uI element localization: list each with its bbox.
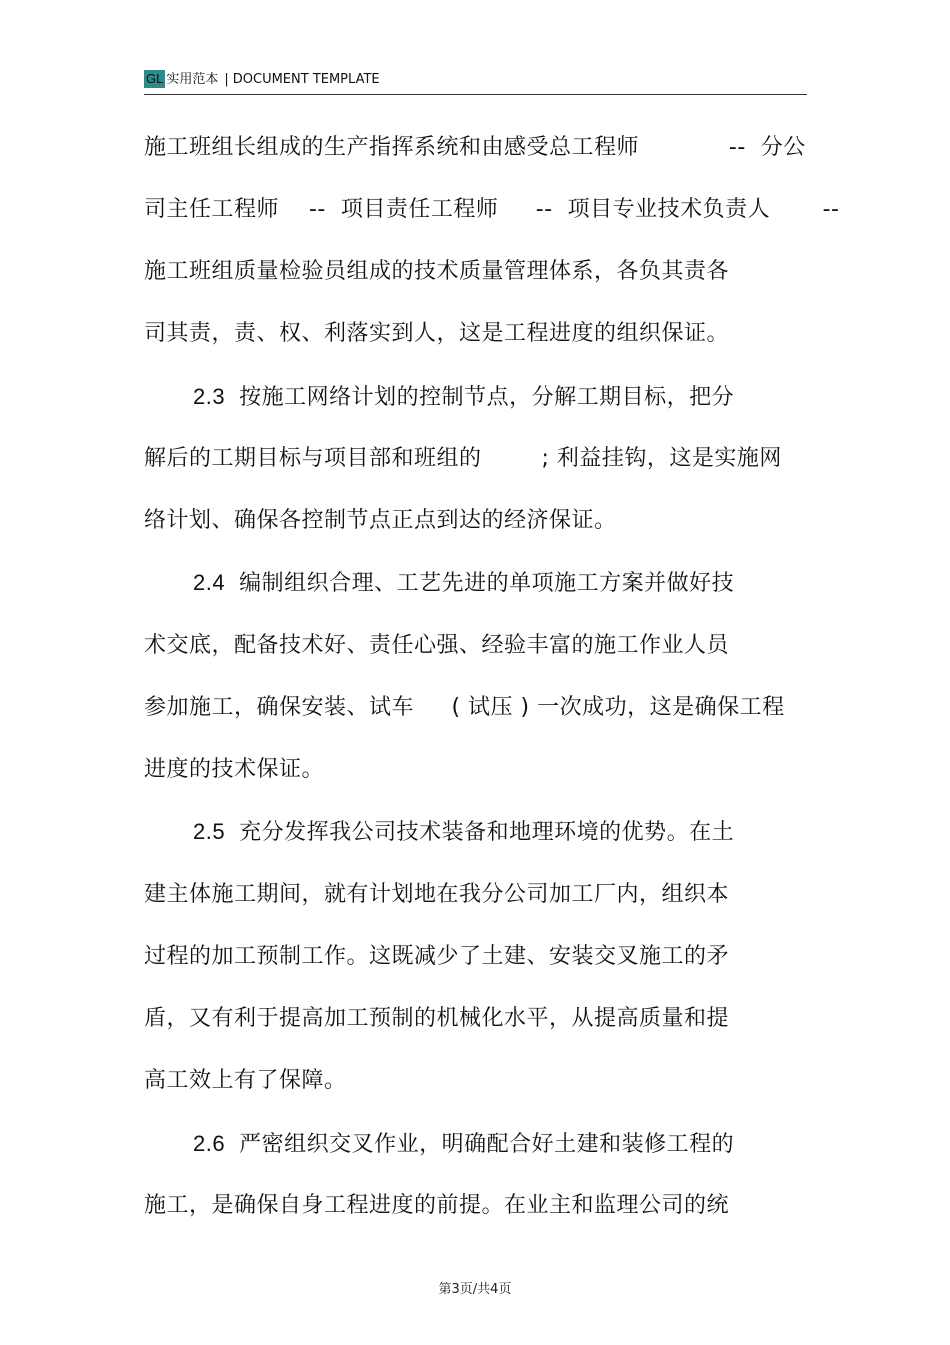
section-text: 按施工网络计划的控制节点，分解工期目标，把分 — [239, 385, 735, 410]
body-line: 进度的技术保证。 — [144, 757, 325, 782]
body-line: 络计划、确保各控制节点正点到达的经济保证。 — [144, 508, 617, 533]
body-line: 司其责，责、权、利落实到人，这是工程进度的组织保证。 — [144, 321, 730, 346]
body-line: 施工班组质量检验员组成的技术质量管理体系，各负其责各 — [144, 259, 730, 284]
section-text: 编制组织合理、工艺先进的单项施工方案并做好技 — [239, 571, 735, 596]
page-number: 第3页/共4页 — [438, 1282, 512, 1297]
body-line: 盾，又有利于提高加工预制的机械化水平，从提高质量和提 — [144, 1006, 730, 1031]
section-number: 2.6 — [193, 1131, 226, 1156]
body-line: 施工班组长组成的生产指挥系统和由感受总工程师 -- 分公 — [144, 135, 806, 160]
section-number: 2.5 — [193, 819, 226, 844]
header-subtitle: DOCUMENT TEMPLATE — [232, 72, 380, 87]
section-text: 严密组织交叉作业，明确配合好土建和装修工程的 — [239, 1132, 735, 1157]
section-number: 2.4 — [193, 570, 226, 595]
body-line: 参加施工，确保安装、试车 ( 试压 ) 一次成功，这是确保工程 — [144, 695, 785, 720]
body-line: 建主体施工期间，就有计划地在我分公司加工厂内，组织本 — [144, 882, 730, 907]
section-heading-line — [193, 568, 734, 599]
header-separator: | — [224, 72, 229, 87]
logo: GL — [146, 71, 164, 86]
section-number: 2.3 — [193, 384, 226, 409]
header-title: 实用范本 — [166, 72, 219, 87]
body-line: 施工，是确保自身工程进度的前提。在业主和监理公司的统 — [144, 1193, 730, 1218]
section-heading-line — [193, 817, 734, 848]
page-header — [144, 70, 807, 95]
body-line: 解后的工期目标与项目部和班组的 ; 利益挂钩，这是实施网 — [144, 446, 782, 471]
body-line: 司主任工程师 -- 项目责任工程师 -- 项目专业技术负责人 -- — [144, 197, 840, 222]
body-line: 过程的加工预制工作。这既减少了土建、安装交叉施工的矛 — [144, 944, 730, 969]
section-heading-line — [193, 1129, 734, 1160]
section-text: 充分发挥我公司技术装备和地理环境的优势。在土 — [239, 820, 735, 845]
body-line: 高工效上有了保障。 — [144, 1068, 347, 1093]
section-heading-line — [193, 382, 734, 413]
body-line: 术交底，配备技术好、责任心强、经验丰富的施工作业人员 — [144, 633, 730, 658]
